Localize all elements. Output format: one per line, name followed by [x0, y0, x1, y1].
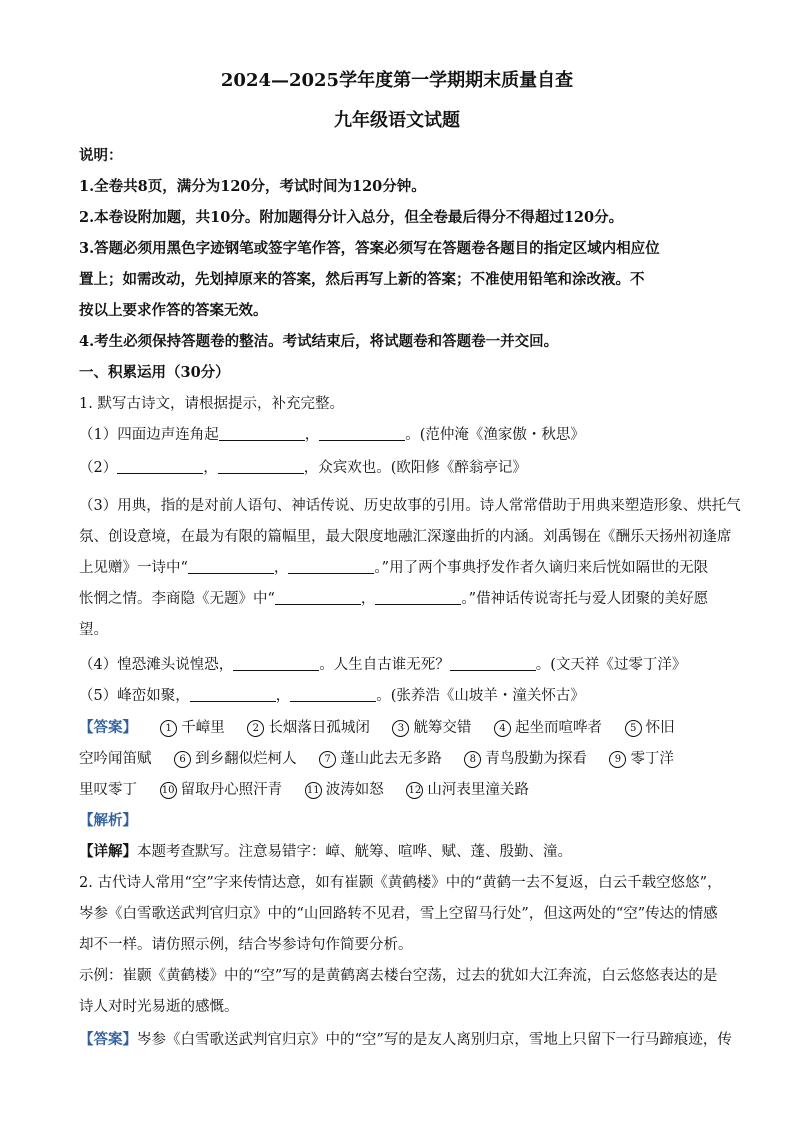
answer-number: 12: [406, 782, 423, 799]
question-1-part-1: [79, 425, 719, 445]
text: ，: [304, 427, 320, 443]
question-1-part-2: [79, 458, 719, 478]
answer-text: 山河表里潼关路: [427, 782, 529, 798]
answer-text: 千嶂里: [181, 720, 225, 736]
text: 。”用了两个事典抒发作者久谪归来后恍如隔世的无限: [374, 560, 709, 576]
question-2-example-line-2: 诗人对时光易逝的感慨。: [79, 999, 239, 1015]
text: ，: [275, 688, 291, 704]
answer-tag: 【答案】: [79, 1031, 137, 1048]
answer-number: 6: [174, 751, 191, 768]
fill-blank: [190, 687, 276, 702]
question-2-answer: [79, 1030, 732, 1050]
answer-text: 留取丹心照汗青: [180, 782, 283, 798]
instruction-2: 2.本卷设附加题，共10分。附加题得分计入总分，但全卷最后得分不得超过120分。: [79, 209, 624, 226]
answer-text: 长烟落日孤城闭: [268, 720, 370, 736]
question-1-part-3-line-3: [79, 558, 719, 578]
answer-text: 岑参《白雪歌送武判官归京》中的“空”写的是友人离别归京，雪地上只留下一行马蹄痕迹，传: [137, 1032, 732, 1048]
fill-blank: [288, 559, 374, 574]
instruction-3-line-1: 3.答题必须用黑色字迹钢笔或签字笔作答，答案必须写在答题卷各题目的指定区域内相应位: [79, 240, 660, 257]
answer-1-line-2: [79, 749, 719, 769]
section-1-heading: 一、积累运用（30分）: [79, 364, 230, 381]
instructions-label: 说明：: [79, 147, 123, 164]
answer-1-line-3: [79, 780, 719, 800]
answer-text: 青鸟殷勤为探看: [485, 751, 587, 767]
text: 。(文天祥《过零丁洋》: [535, 657, 687, 673]
text: 。(张养浩《山坡羊・潼关怀古》: [376, 688, 585, 704]
text: 怅惘之情。李商隐《无题》中“: [79, 591, 275, 607]
text: （4）惶恐滩头说惶恐，: [79, 657, 234, 673]
instruction-1: 1.全卷共8页，满分为120分，考试时间为120分钟。: [79, 178, 426, 195]
answer-number: 4: [494, 720, 511, 737]
instruction-4: 4.考生必须保持答题卷的整洁。考试结束后，将试题卷和答题卷一并交回。: [79, 333, 559, 350]
text: ，众宾欢也。(欧阳修《醉翁亭记》: [303, 460, 527, 476]
question-1-part-5: [79, 686, 719, 706]
detail-label: 【详解】: [79, 843, 137, 860]
text: 上见赠》一诗中“: [79, 560, 188, 576]
answer-number: 1: [160, 720, 177, 737]
answer-text: 里叹零丁: [79, 782, 137, 798]
answer-1-line-1: [79, 718, 719, 738]
answer-number: 2: [247, 720, 264, 737]
text: 。(范仲淹《渔家傲・秋思》: [405, 427, 585, 443]
answer-text: 觥筹交错: [413, 720, 472, 736]
answer-text: 零丁洋: [630, 751, 674, 767]
question-2-example-line-1: 示例：崔颢《黄鹤楼》中的“空”写的是黄鹤离去楼台空荡，过去的犹如大江奔流，白云悠悠表达的是: [79, 968, 718, 984]
text: ，: [203, 460, 218, 476]
exam-title: 2024—2025学年度第一学期期末质量自查: [220, 70, 574, 91]
answer-number: 11: [305, 782, 322, 799]
question-1-stem: 1. 默写古诗文，请根据提示，补充完整。: [79, 396, 344, 412]
text: 。”借神话传说寄托与爱人团聚的美好愿: [461, 591, 709, 607]
fill-blank: [290, 687, 376, 702]
fill-blank: [117, 459, 203, 474]
answer-number: 10: [160, 782, 177, 799]
fill-blank: [219, 426, 305, 441]
text: （5）峰峦如聚，: [79, 688, 190, 704]
fill-blank: [275, 590, 361, 605]
answer-text: 空吟闻笛赋: [79, 751, 152, 767]
answer-text: 怀旧: [645, 720, 675, 736]
text: （2）: [79, 460, 118, 476]
detail-text: 本题考查默写。注意易错字：嶂、觥筹、喧哗、赋、蓬、殷勤、潼。: [137, 844, 572, 860]
analysis-tag: [79, 811, 719, 831]
question-1-part-3-line-5: 望。: [79, 622, 108, 638]
question-1-part-4: [79, 655, 719, 675]
fill-blank: [233, 656, 319, 671]
answer-number: 3: [392, 720, 409, 737]
analysis-detail: [79, 842, 719, 862]
instruction-3-line-2: 置上；如需改动，先划掉原来的答案，然后再写上新的答案；不准使用铅笔和涂改液。不: [79, 271, 645, 288]
question-2-line-3: 却不一样。请仿照示例，结合岑参诗句作简要分析。: [79, 937, 413, 953]
answer-text: 波涛如怒: [325, 782, 384, 798]
answer-number: 9: [609, 751, 626, 768]
answer-text: 到乡翻似烂柯人: [195, 751, 297, 767]
question-2-line-1: 2. 古代诗人常用“空”字来传情达意，如有崔颢《黄鹤楼》中的“黄鹤一去不复返，白云千载空悠悠”，: [79, 875, 722, 891]
question-1-part-3-line-4: [79, 589, 719, 609]
question-2-line-2: 岑参《白雪歌送武判官归京》中的“山回路转不见君，雪上空留马行处”，但这两处的“空”传达的情感: [79, 906, 718, 922]
question-1-part-3-line-1: （3）用典，指的是对前人语句、神话传说、历史故事的引用。诗人常常借助于用典来塑造形象、烘托气: [79, 498, 741, 514]
exam-subtitle: 九年级语文试题: [334, 110, 460, 131]
answer-number: 7: [319, 751, 336, 768]
question-1-part-3-line-2: 氛、创设意境，在最为有限的篇幅里，最大限度地融汇深邃曲折的内涵。刘禹锡在《酬乐天扬州初逢席: [79, 529, 732, 545]
fill-blank: [218, 459, 304, 474]
answer-tag: 【答案】: [79, 719, 137, 736]
text: （1）四面边声连角起: [79, 427, 219, 443]
fill-blank: [450, 656, 536, 671]
text: 。人生自古谁无死？: [319, 657, 450, 673]
fill-blank: [188, 559, 274, 574]
answer-number: 5: [625, 720, 642, 737]
analysis-label: 【解析】: [79, 812, 137, 829]
answer-text: 起坐而喧哗者: [515, 720, 603, 736]
fill-blank: [375, 590, 461, 605]
answer-text: 蓬山此去无多路: [340, 751, 442, 767]
text: ，: [360, 591, 376, 607]
fill-blank: [319, 426, 405, 441]
instruction-3-line-3: 按以上要求作答的答案无效。: [79, 302, 268, 319]
answer-number: 8: [464, 751, 481, 768]
text: ，: [273, 560, 289, 576]
